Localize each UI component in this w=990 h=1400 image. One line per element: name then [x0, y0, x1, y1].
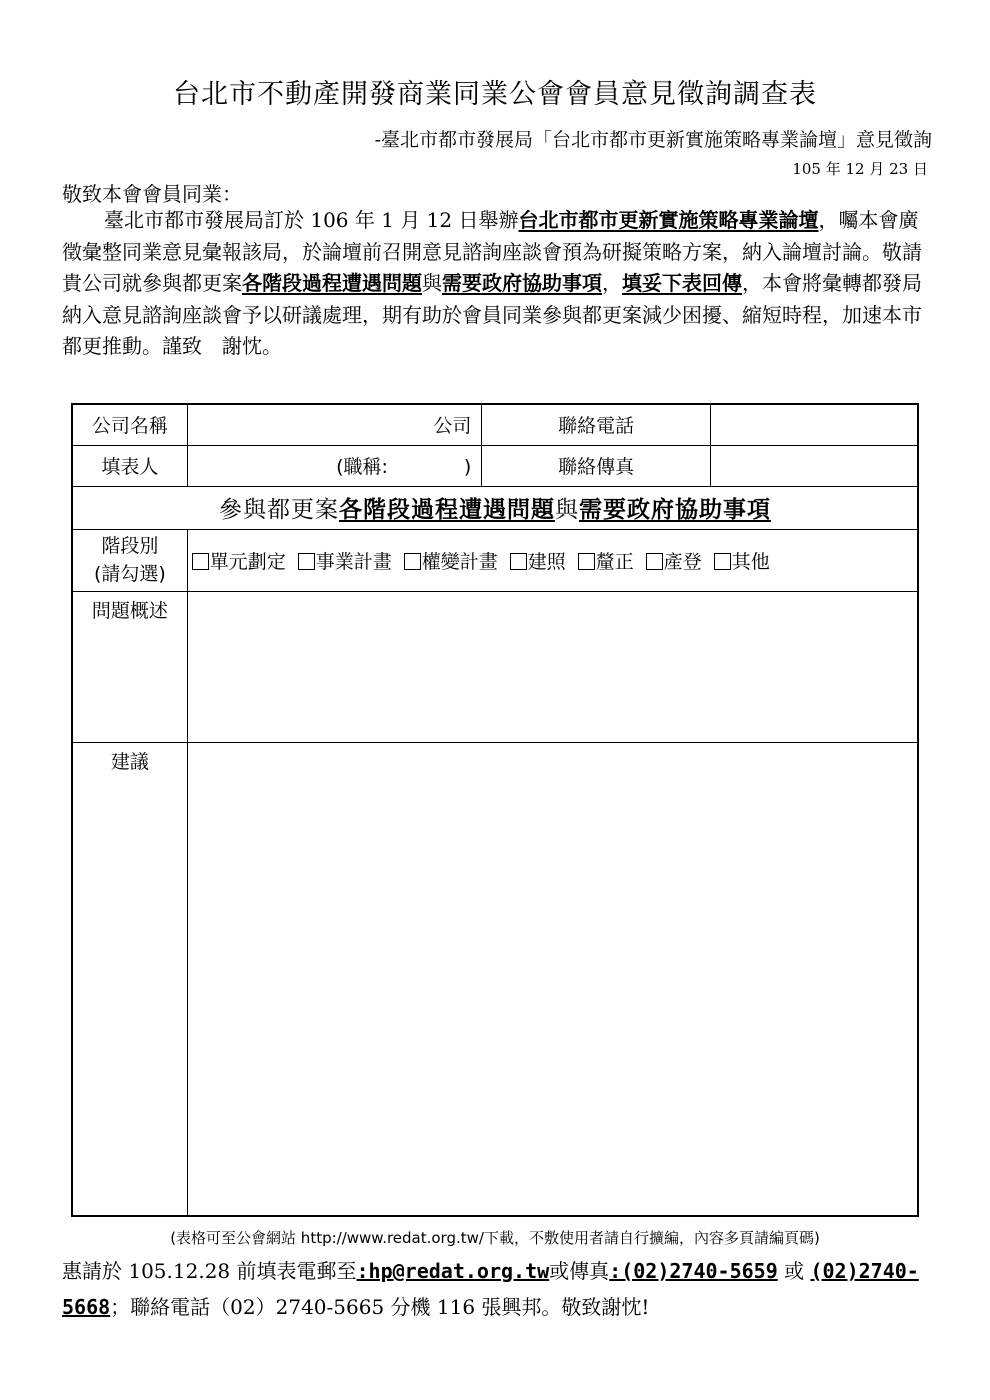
- forum-name: 台北市都市更新實施策略專業論壇: [518, 208, 819, 232]
- stage-options: [187, 529, 918, 591]
- problem-summary-label: 問題概述: [72, 591, 187, 742]
- intro-text: 與: [422, 271, 442, 295]
- emphasis-assistance: 需要政府協助事項: [442, 271, 602, 295]
- intro-text: ，囑本會廣徵彙整同業意見彙報該局，於論壇前召開意見諮詢座談會預為研擬策略方案，納入論壇討論。敬請 貴公司就參與都更案: [62, 208, 942, 295]
- stage-label-line1: 階段別: [101, 535, 159, 557]
- stage-label-line2: (請勾選): [93, 563, 166, 585]
- section-heading: [72, 486, 918, 529]
- intro-text: ，: [602, 271, 622, 295]
- page-subtitle: -臺北市都市發展局「台北市都市更新實施策略專業論壇」意見徵詢: [374, 129, 932, 151]
- checkbox[interactable]: [404, 553, 421, 570]
- stage-option[interactable]: [578, 551, 634, 573]
- intro-text: 臺北市都市發展局訂於 106 年 1 月 12 日舉辦: [104, 208, 519, 232]
- footer-text: 或: [777, 1259, 811, 1283]
- checkbox[interactable]: [510, 553, 527, 570]
- section-heading-text: 參與都更案: [219, 497, 339, 523]
- stage-option[interactable]: [404, 551, 498, 573]
- fax-number: :(02)2740-5659: [609, 1259, 778, 1283]
- form-filler-field[interactable]: [187, 445, 482, 486]
- email-link[interactable]: :hp@redat.org.tw: [356, 1259, 550, 1283]
- salutation: 敬致本會會員同業：: [62, 182, 242, 206]
- footer-text: 或傳真: [549, 1259, 610, 1283]
- stage-option-label: 其他: [731, 550, 770, 573]
- stage-option[interactable]: [298, 551, 392, 573]
- stage-option[interactable]: [714, 551, 770, 573]
- contact-phone-field[interactable]: [710, 404, 918, 445]
- position-hint: (職稱: ): [336, 456, 472, 478]
- footer-text: 惠請於 105.12.28 前填表電郵至: [62, 1259, 357, 1283]
- emphasis-return: 填妥下表回傳: [622, 271, 742, 295]
- intro-text: ，本會將彙轉都發局納入意見諮詢座談會予以研議處理，期有助於會員同業參與都更案減少困擾、縮短時程，加速本市都更推動。謹致 謝忱。: [62, 271, 922, 358]
- form-filler-label: 填表人: [72, 445, 187, 486]
- suggestion-field[interactable]: [187, 742, 918, 1216]
- stage-option-label: 建照: [527, 550, 566, 573]
- intro-paragraph: [62, 205, 942, 363]
- return-instructions: [62, 1253, 942, 1325]
- page-title: 台北市不動產開發商業同業公會會員意見徵詢調查表: [173, 79, 817, 110]
- checkbox[interactable]: [578, 553, 595, 570]
- survey-form-table: [71, 403, 919, 1217]
- stage-label: [72, 529, 187, 591]
- contact-phone-label: 聯絡電話: [482, 404, 711, 445]
- fax-number-alt: (02)2740-5668: [62, 1259, 919, 1319]
- issue-date: 105 年 12 月 23 日: [792, 160, 928, 178]
- stage-option-label: 事業計畫: [315, 550, 392, 573]
- stage-option-label: 權變計畫: [421, 550, 498, 573]
- emphasis-problems: 各階段過程遭遇問題: [242, 271, 422, 295]
- checkbox[interactable]: [714, 553, 731, 570]
- section-heading-assistance: 需要政府協助事項: [579, 496, 771, 523]
- problem-summary-field[interactable]: [187, 591, 918, 742]
- company-name-label: 公司名稱: [72, 404, 187, 445]
- contact-fax-label: 聯絡傳真: [482, 445, 711, 486]
- suggestion-label: 建議: [72, 742, 187, 1216]
- stage-option-label: 釐正: [595, 550, 634, 573]
- stage-option[interactable]: [646, 551, 702, 573]
- checkbox[interactable]: [298, 553, 315, 570]
- checkbox[interactable]: [646, 553, 663, 570]
- stage-option-label: 產登: [663, 550, 702, 573]
- stage-option-label: 單元劃定: [209, 550, 286, 573]
- checkbox[interactable]: [192, 553, 209, 570]
- stage-option[interactable]: [510, 551, 566, 573]
- section-heading-text: 與: [555, 497, 579, 523]
- contact-fax-field[interactable]: [710, 445, 918, 486]
- section-heading-problems: 各階段過程遭遇問題: [339, 496, 555, 523]
- download-note: (表格可至公會網站 http://www.redat.org.tw/下載，不敷使用者請自行擴編，內容多頁請編頁碼): [170, 1229, 820, 1247]
- company-suffix: 公司: [433, 415, 472, 438]
- footer-text: ；聯絡電話（02）2740-5665 分機 116 張興邦。敬致謝忱!: [110, 1295, 650, 1319]
- company-name-field[interactable]: [187, 404, 482, 445]
- stage-option[interactable]: [192, 551, 286, 573]
